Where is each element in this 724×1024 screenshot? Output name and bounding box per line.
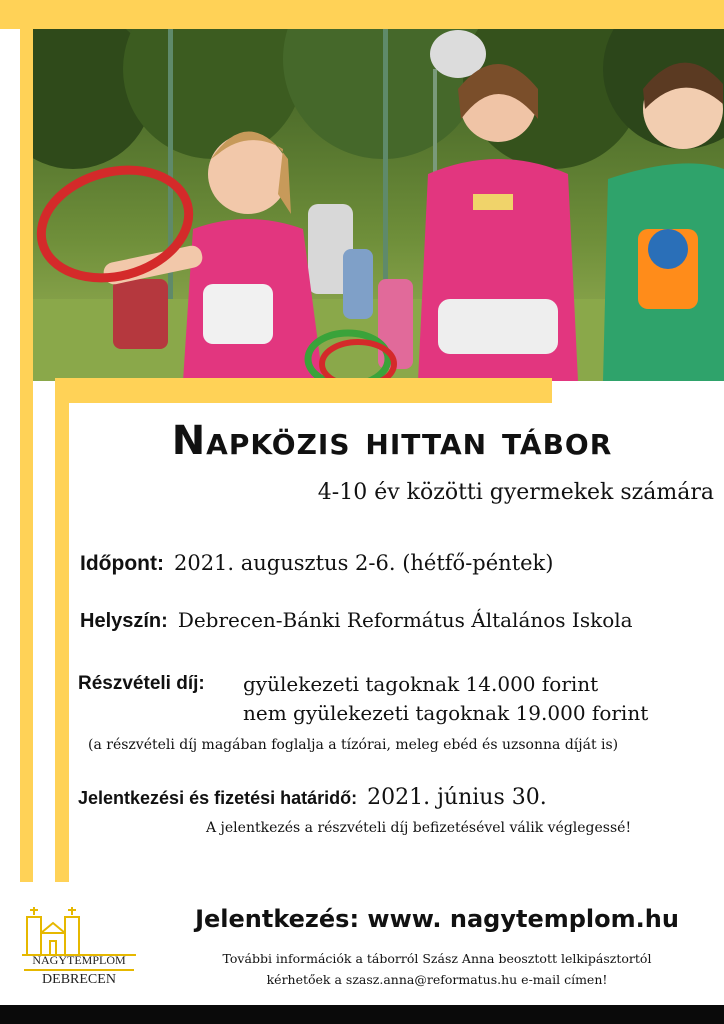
- time-value: 2021. augusztus 2-6. (hétfő-péntek): [173, 551, 554, 575]
- logo-text-bottom: DEBRECEN: [42, 972, 116, 987]
- deadline-row: [78, 785, 547, 810]
- deadline-label: Jelentkezési és fizetési határidő:: [78, 788, 358, 808]
- fee-line-1: gyülekezeti tagoknak 14.000 forint: [243, 672, 599, 696]
- fee-line-2: nem gyülekezeti tagoknak 19.000 forint: [243, 701, 649, 725]
- bottom-band: [0, 1005, 724, 1024]
- time-label: Időpont:: [80, 552, 164, 575]
- fee-label-row: [78, 672, 215, 695]
- top-accent-band: [0, 0, 724, 29]
- fee-note: (a részvételi díj magában foglalja a tízórai, meleg ebéd és uzsonna díját is): [88, 737, 619, 753]
- page-title: Napközis hittan tábor: [171, 418, 613, 464]
- signup-text: Jelentkezés: www. nagytemplom.hu: [195, 905, 679, 933]
- deadline-note: A jelentkezés a részvételi díj befizetésével válik véglegessé!: [206, 820, 632, 836]
- children-playing-illustration: [33, 29, 724, 381]
- fee-label: Részvételi díj:: [78, 673, 205, 694]
- hero-photo: [33, 29, 724, 381]
- logo-divider: [24, 969, 134, 971]
- contact-info: [150, 948, 724, 990]
- logo-text-top: NAGYTEMPLOM: [32, 953, 126, 967]
- middle-accent-bar: [55, 378, 552, 403]
- deadline-value: 2021. június 30.: [367, 785, 547, 810]
- place-value: Debrecen-Bánki Református Általános Iskola: [177, 608, 633, 632]
- place-label: Helyszín:: [80, 610, 168, 632]
- contact-line-2: kérhetőek a szasz.anna@reformatus.hu e-mail címen!: [266, 972, 608, 987]
- place-row: [80, 608, 633, 633]
- time-row: [80, 551, 553, 576]
- contact-line-1: További információk a táborról Szász Anna beosztott lelkipásztortól: [222, 951, 652, 966]
- page-subtitle: 4-10 év közötti gyermekek számára: [317, 480, 714, 505]
- left-accent-bar: [20, 29, 33, 882]
